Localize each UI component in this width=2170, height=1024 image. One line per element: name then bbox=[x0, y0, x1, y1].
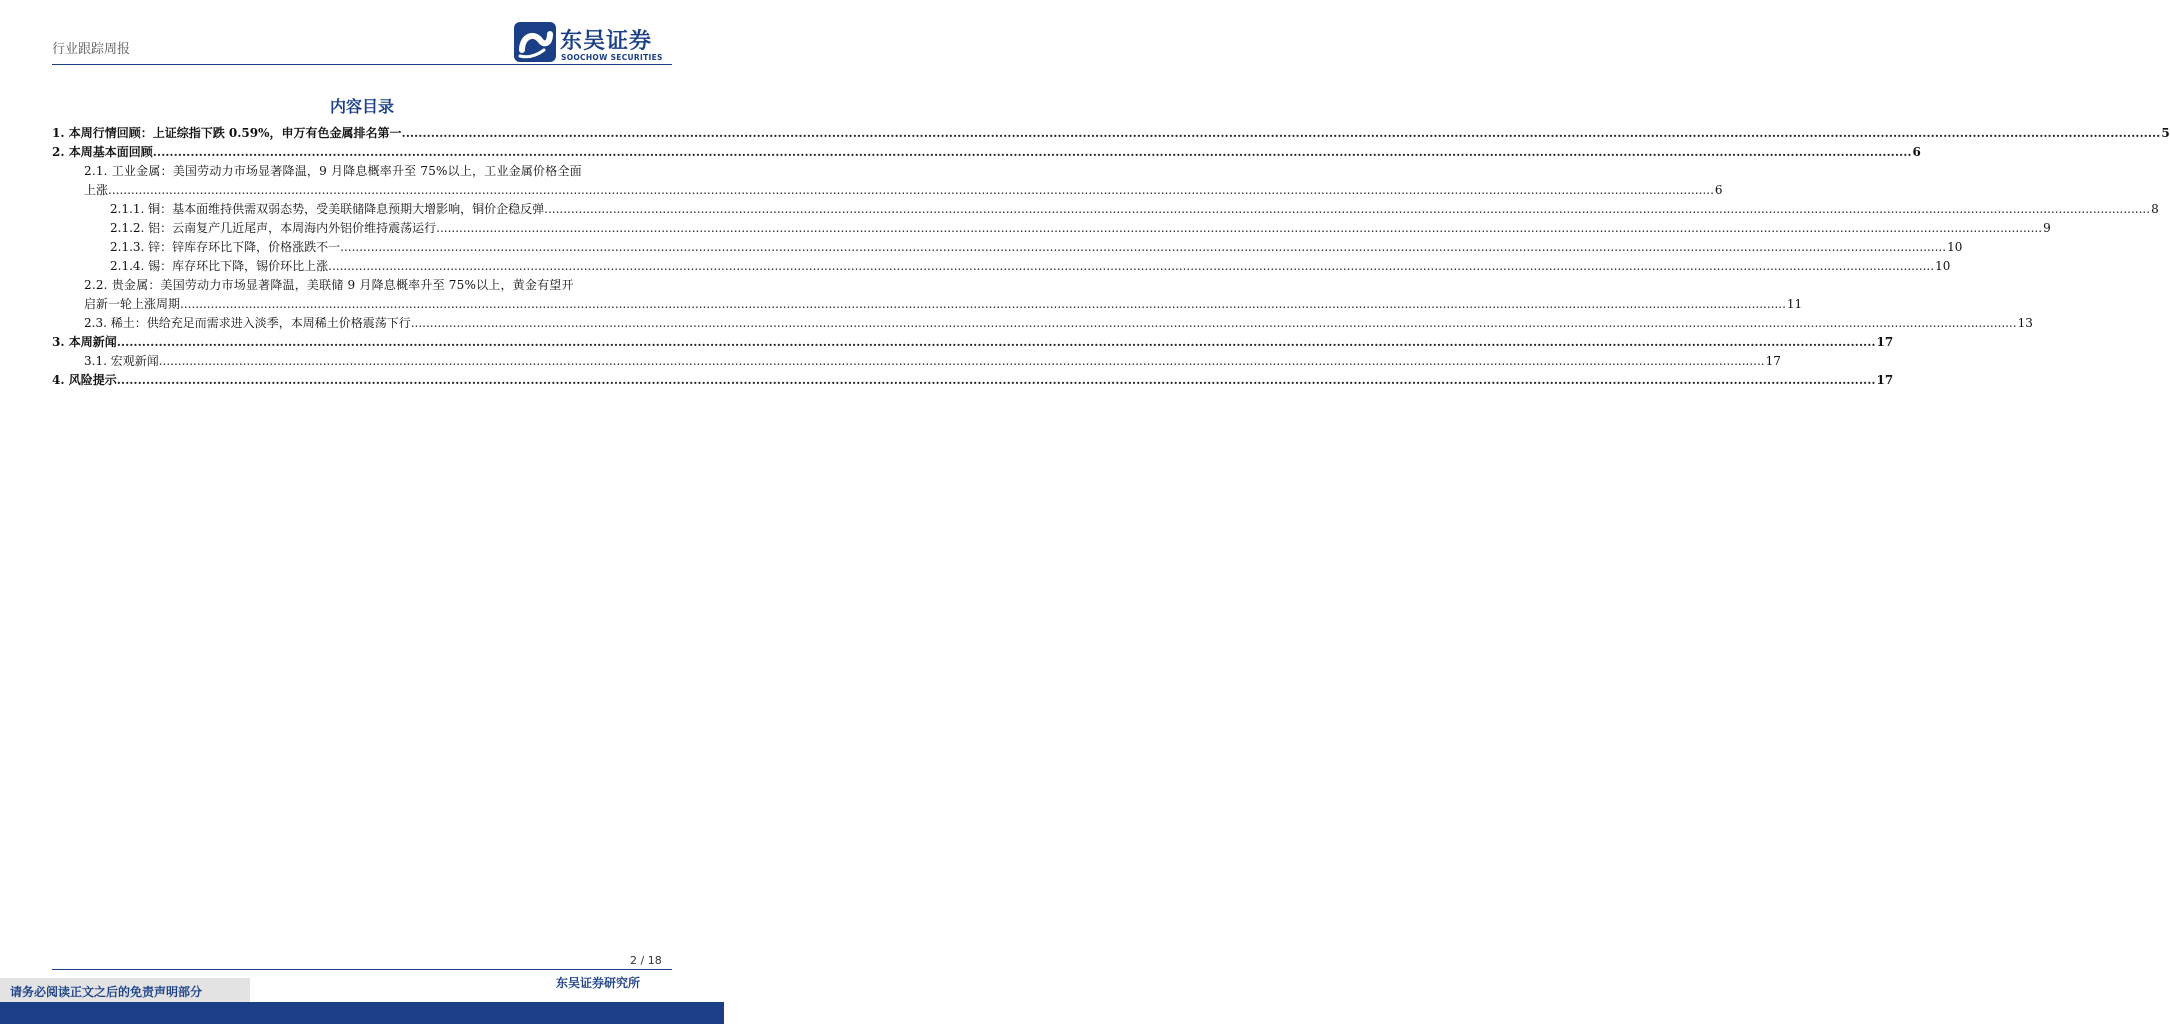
toc-entry[interactable] bbox=[52, 200, 2159, 219]
toc-entry-text-cont: 上涨 bbox=[84, 183, 109, 197]
toc-leader bbox=[402, 124, 2161, 143]
toc-entry-page: 5 bbox=[2161, 126, 2170, 140]
toc-title: 内容目录 bbox=[329, 97, 394, 116]
soochow-logo-icon bbox=[514, 22, 556, 62]
toc-entry[interactable] bbox=[52, 143, 1921, 162]
disclaimer-text: 请务必阅读正文之后的免责声明部分 bbox=[10, 985, 203, 999]
toc-entry[interactable] bbox=[52, 257, 1951, 276]
toc-leader bbox=[411, 314, 2017, 333]
toc-entry[interactable] bbox=[52, 219, 2051, 238]
toc-leader bbox=[108, 181, 1714, 200]
toc-entry-text: 2. 本周基本面回顾 bbox=[52, 145, 153, 159]
toc-entry-text: 4. 风险提示 bbox=[52, 373, 117, 387]
brand-name-cn: 东吴证券 bbox=[560, 29, 653, 54]
toc-entry-text: 3.1. 宏观新闻 bbox=[84, 354, 159, 368]
brand-name-en: SOOCHOW SECURITIES bbox=[561, 53, 663, 62]
toc-leader bbox=[117, 333, 1876, 352]
toc-entry-page: 6 bbox=[1714, 183, 1723, 197]
footer-org: 东吴证券研究所 bbox=[556, 976, 641, 990]
toc-entry-text: 2.1.3. 锌：锌库存环比下降，价格涨跌不一 bbox=[110, 240, 341, 254]
toc-entry[interactable] bbox=[52, 333, 1894, 352]
toc-entry-page: 10 bbox=[1947, 240, 1963, 254]
brand-logo bbox=[514, 22, 684, 66]
toc-entry[interactable] bbox=[52, 276, 672, 295]
toc-entry-page: 17 bbox=[1876, 373, 1894, 387]
toc-entry-page: 17 bbox=[1876, 335, 1894, 349]
toc-entry-page: 17 bbox=[1765, 354, 1781, 368]
toc-leader bbox=[436, 219, 2042, 238]
toc-entry[interactable] bbox=[52, 314, 2033, 333]
page-header bbox=[0, 0, 724, 66]
toc-entry-text: 2.1.2. 铝：云南复产几近尾声，本周海内外铝价维持震荡运行 bbox=[110, 221, 437, 235]
footer-divider bbox=[52, 969, 672, 970]
report-type-label: 行业跟踪周报 bbox=[52, 42, 131, 57]
toc-entry-text-cont: 启新一轮上涨周期 bbox=[84, 297, 181, 311]
toc-entry[interactable] bbox=[52, 371, 1894, 390]
toc-leader bbox=[340, 238, 1946, 257]
disclaimer-box bbox=[0, 978, 250, 1002]
table-of-contents bbox=[52, 124, 2170, 390]
toc-entry-page: 8 bbox=[2151, 202, 2159, 216]
toc-entry-text: 3. 本周新闻 bbox=[52, 335, 117, 349]
toc-entry-text: 2.3. 稀土：供给充足而需求进入淡季，本周稀土价格震荡下行 bbox=[84, 316, 411, 330]
toc-entry-text: 2.1.4. 锡：库存环比下降，锡价环比上涨 bbox=[110, 259, 329, 273]
toc-entry[interactable] bbox=[52, 352, 1781, 371]
toc-leader bbox=[159, 352, 1765, 371]
toc-entry[interactable] bbox=[52, 238, 1963, 257]
toc-entry-text: 2.2. 贵金属：美国劳动力市场显著降温，美联储 9 月降息概率升至 75%以上，黄金有望开 bbox=[84, 278, 574, 292]
header-divider bbox=[52, 64, 672, 65]
toc-leader bbox=[117, 371, 1876, 390]
toc-entry-page: 6 bbox=[1912, 145, 1921, 159]
toc-entry-continuation[interactable] bbox=[52, 181, 1723, 200]
toc-entry-text: 2.1.1. 铜：基本面维持供需双弱态势，受美联储降息预期大增影响，铜价企稳反弹 bbox=[110, 202, 545, 216]
toc-entry-page: 9 bbox=[2043, 221, 2051, 235]
toc-leader bbox=[328, 257, 1934, 276]
toc-leader bbox=[180, 295, 1786, 314]
toc-entry-page: 13 bbox=[2017, 316, 2033, 330]
toc-entry-page: 11 bbox=[1786, 297, 1803, 311]
toc-leader bbox=[153, 143, 1912, 162]
toc-leader bbox=[544, 200, 2150, 219]
toc-entry-page: 10 bbox=[1935, 259, 1951, 273]
toc-entry-continuation[interactable] bbox=[52, 295, 1803, 314]
toc-entry-text: 1. 本周行情回顾：上证综指下跌 0.59%，申万有色金属排名第一 bbox=[52, 126, 402, 140]
footer-bar bbox=[0, 1002, 724, 1024]
toc-entry-text: 2.1. 工业金属：美国劳动力市场显著降温，9 月降息概率升至 75%以上，工业金属价格全面 bbox=[84, 164, 582, 178]
toc-entry[interactable] bbox=[52, 162, 672, 181]
page-number: 2 / 18 bbox=[630, 954, 662, 967]
toc-entry[interactable] bbox=[52, 124, 2170, 143]
